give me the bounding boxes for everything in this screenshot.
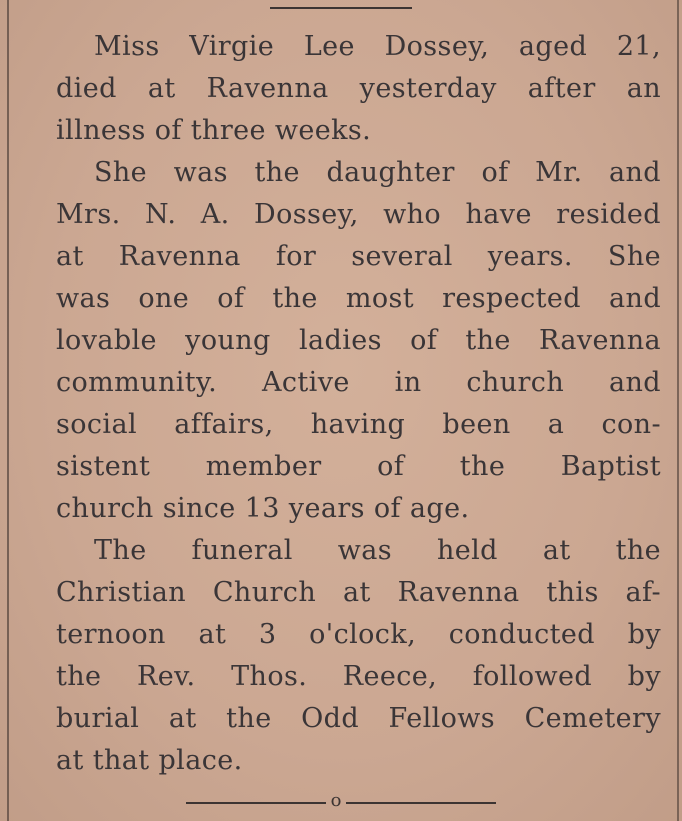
text-line: church since 13 years of age. <box>56 493 470 524</box>
text-line: She was the daughter of Mr. and <box>94 157 661 188</box>
top-divider-rule <box>270 7 412 9</box>
text-line: at that place. <box>56 745 243 776</box>
text-line: died at Ravenna yesterday after an <box>56 73 661 104</box>
text-line: Christian Church at Ravenna this af- <box>56 577 661 608</box>
text-line: community. Active in church and <box>56 367 661 398</box>
text-line: Mrs. N. A. Dossey, who have resided <box>56 199 661 230</box>
paragraph-1 <box>18 26 661 152</box>
paragraph-2 <box>18 152 661 530</box>
text-line: illness of three weeks. <box>56 115 372 146</box>
text-line: social affairs, having been a con- <box>56 409 661 440</box>
text-line: burial at the Odd Fellows Cemetery <box>56 703 661 734</box>
text-line: the Rev. Thos. Reece, followed by <box>56 661 661 692</box>
end-divider <box>186 792 496 812</box>
text-line: was one of the most respected and <box>56 283 661 314</box>
column-rule-left <box>7 0 9 821</box>
text-line: lovable young ladies of the Ravenna <box>56 325 661 356</box>
obituary-article <box>18 26 661 782</box>
text-line: The funeral was held at the <box>94 535 661 566</box>
text-line: sistent member of the Baptist <box>56 451 661 482</box>
text-line: ternoon at 3 o'clock, conducted by <box>56 619 661 650</box>
text-line: at Ravenna for several years. She <box>56 241 661 272</box>
end-rule-right <box>346 802 496 804</box>
column-rule-right <box>677 0 679 821</box>
end-rule-left <box>186 802 326 804</box>
paragraph-3 <box>18 530 661 782</box>
end-mark: o <box>330 790 342 811</box>
text-line: Miss Virgie Lee Dossey, aged 21, <box>94 31 661 62</box>
